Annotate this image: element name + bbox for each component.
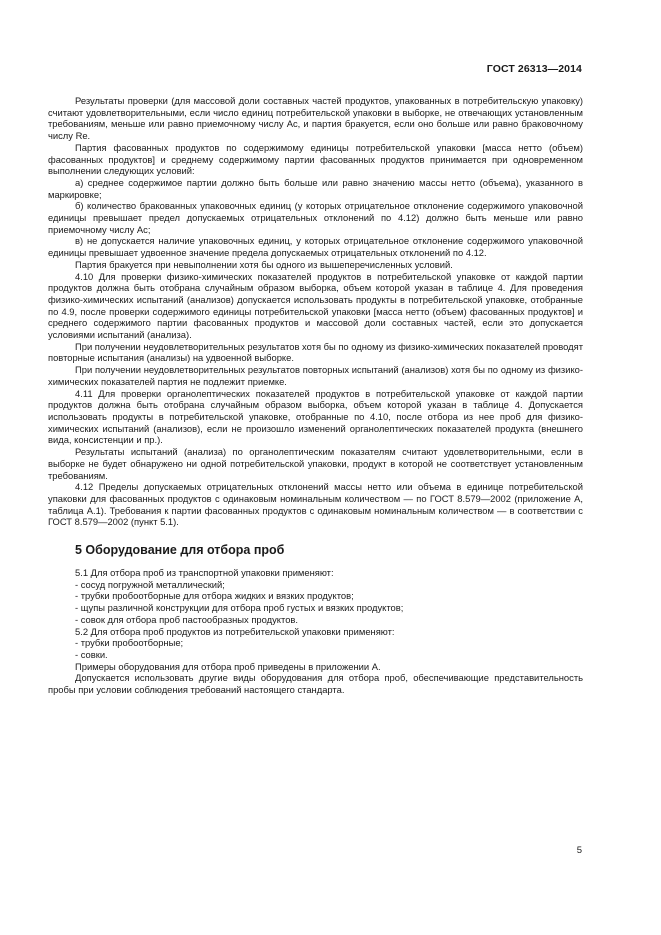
section-title: 5 Оборудование для отбора проб (75, 543, 285, 558)
paragraph: Допускается использовать другие виды оборудования для отбора проб, обеспечивающие представительность пробы при условии соблюдения требований настоящего стандарта. (48, 672, 583, 696)
equipment-list-consumer (48, 637, 583, 660)
clause-4-12: 4.12 Пределы допускаемых отрицательных отклонений массы нетто или объема в единице потребительской упаковки для фасованных продуктов с одинаковым номинальным количеством — по ГОСТ 8.579—2002 (приложение А, таблица А.1). Требования к партии фасованных продуктов с одинаковым номинальным количеством — в соответствии с ГОСТ 8.579—2002 (пункт 5.1). (48, 481, 583, 528)
list-item: - сосуд погружной металлический; (75, 578, 225, 590)
clause-4-10: 4.10 Для проверки физико-химических показателей продуктов в потребительской упаковке от каждой партии продуктов должна быть отобрана случайным образом выборка, объем которой указан в таблице 4. Для проведения физико-химических испытаний (анализов) допускается использовать продукты в потребительской упаковке, отобранные по 4.9, после проверки содержимого единицы потребительской упаковки [масса нетто (объем) фасованных продуктов] и среднего содержимого партии фасованных продуктов и массовой доли составных частей, если это допускается условиями испытаний (анализа). (48, 270, 583, 341)
paragraph: Результаты испытаний (анализа) по органолептическим показателям считают удовлетворительными, если в выборке не будет обнаружено ни одной потребительской упаковки, продукт в которой не соответствует установленным требованиям. (48, 446, 583, 481)
paragraph: Результаты проверки (для массовой доли составных частей продуктов, упакованных в потребительскую упаковку) считают удовлетворительными, если число единиц потребительской упаковки в выборке, не отвечающих установленным требованиям, меньше или равно приемочному числу Ac, и партия бракуется, если оно больше или равно браковочному числу Re. (48, 95, 583, 142)
list-item: - трубки пробоотборные для отбора жидких и вязких продуктов; (75, 590, 354, 602)
equipment-list-transport (48, 579, 583, 626)
list-item: - совок для отбора проб пастообразных продуктов. (75, 613, 298, 625)
paragraph: б) количество бракованных упаковочных единиц (у которых отрицательное отклонение содержимого упаковочной единицы превышает предел допускаемых отрицательных отклонений по 4.12) должно быть меньше или равно приемочному числу Ac; (48, 200, 583, 235)
page-number: 5 (576, 845, 582, 856)
paragraph: Примеры оборудования для отбора проб приведены в приложении А. (75, 660, 381, 672)
list-item: - щупы различной конструкции для отбора проб густых и вязких продуктов; (75, 602, 404, 614)
clause-4-11: 4.11 Для проверки органолептических показателей продуктов в потребительской упаковке от каждой партии продуктов должна быть отобрана случайным образом выборка, объем которой указан в таблице 4. Допускается использовать продукты в потребительской упаковке, отобранные по 4.10, после отбора из нее проб для физико-химических испытаний (анализов), если не произошло изменений органолептических показателей продукта (внешнего вида, консистенции и пр.). (48, 387, 583, 446)
list-item: - трубки пробоотборные; (75, 637, 184, 649)
clause-5-1: 5.1 Для отбора проб из транспортной упаковки применяют: (75, 567, 334, 579)
paragraph: а) среднее содержимое партии должно быть больше или равно значению массы нетто (объема), указанного в маркировке; (48, 176, 583, 200)
paragraph: Партия бракуется при невыполнении хотя бы одного из вышеперечисленных условий. (75, 258, 453, 270)
document-body (48, 95, 583, 696)
document-header: ГОСТ 26313—2014 (486, 63, 582, 75)
clause-5-2: 5.2 Для отбора проб продуктов из потребительской упаковки применяют: (75, 625, 395, 637)
paragraph: Партия фасованных продуктов по содержимому единицы потребительской упаковки [масса нетто (объем) фасованных продуктов] и среднему содержимому партии фасованных продуктов принимается при одновременном выполнении следующих условий: (48, 141, 583, 177)
paragraph: При получении неудовлетворительных результатов повторных испытаний (анализов) хотя бы по одному из физико-химических показателей партия не подлежит приемке. (48, 364, 583, 387)
paragraph: в) не допускается наличие упаковочных единиц, у которых отрицательное отклонение содержимого упаковочной единицы превышает удвоенное значение предела допускаемых отрицательных отклонений по 4.12. (48, 235, 583, 259)
paragraph: При получении неудовлетворительных результатов хотя бы по одному из физико-химических показателей проводят повторные испытания (анализы) на удвоенной выборке. (48, 340, 583, 364)
list-item: - совки. (75, 648, 108, 660)
